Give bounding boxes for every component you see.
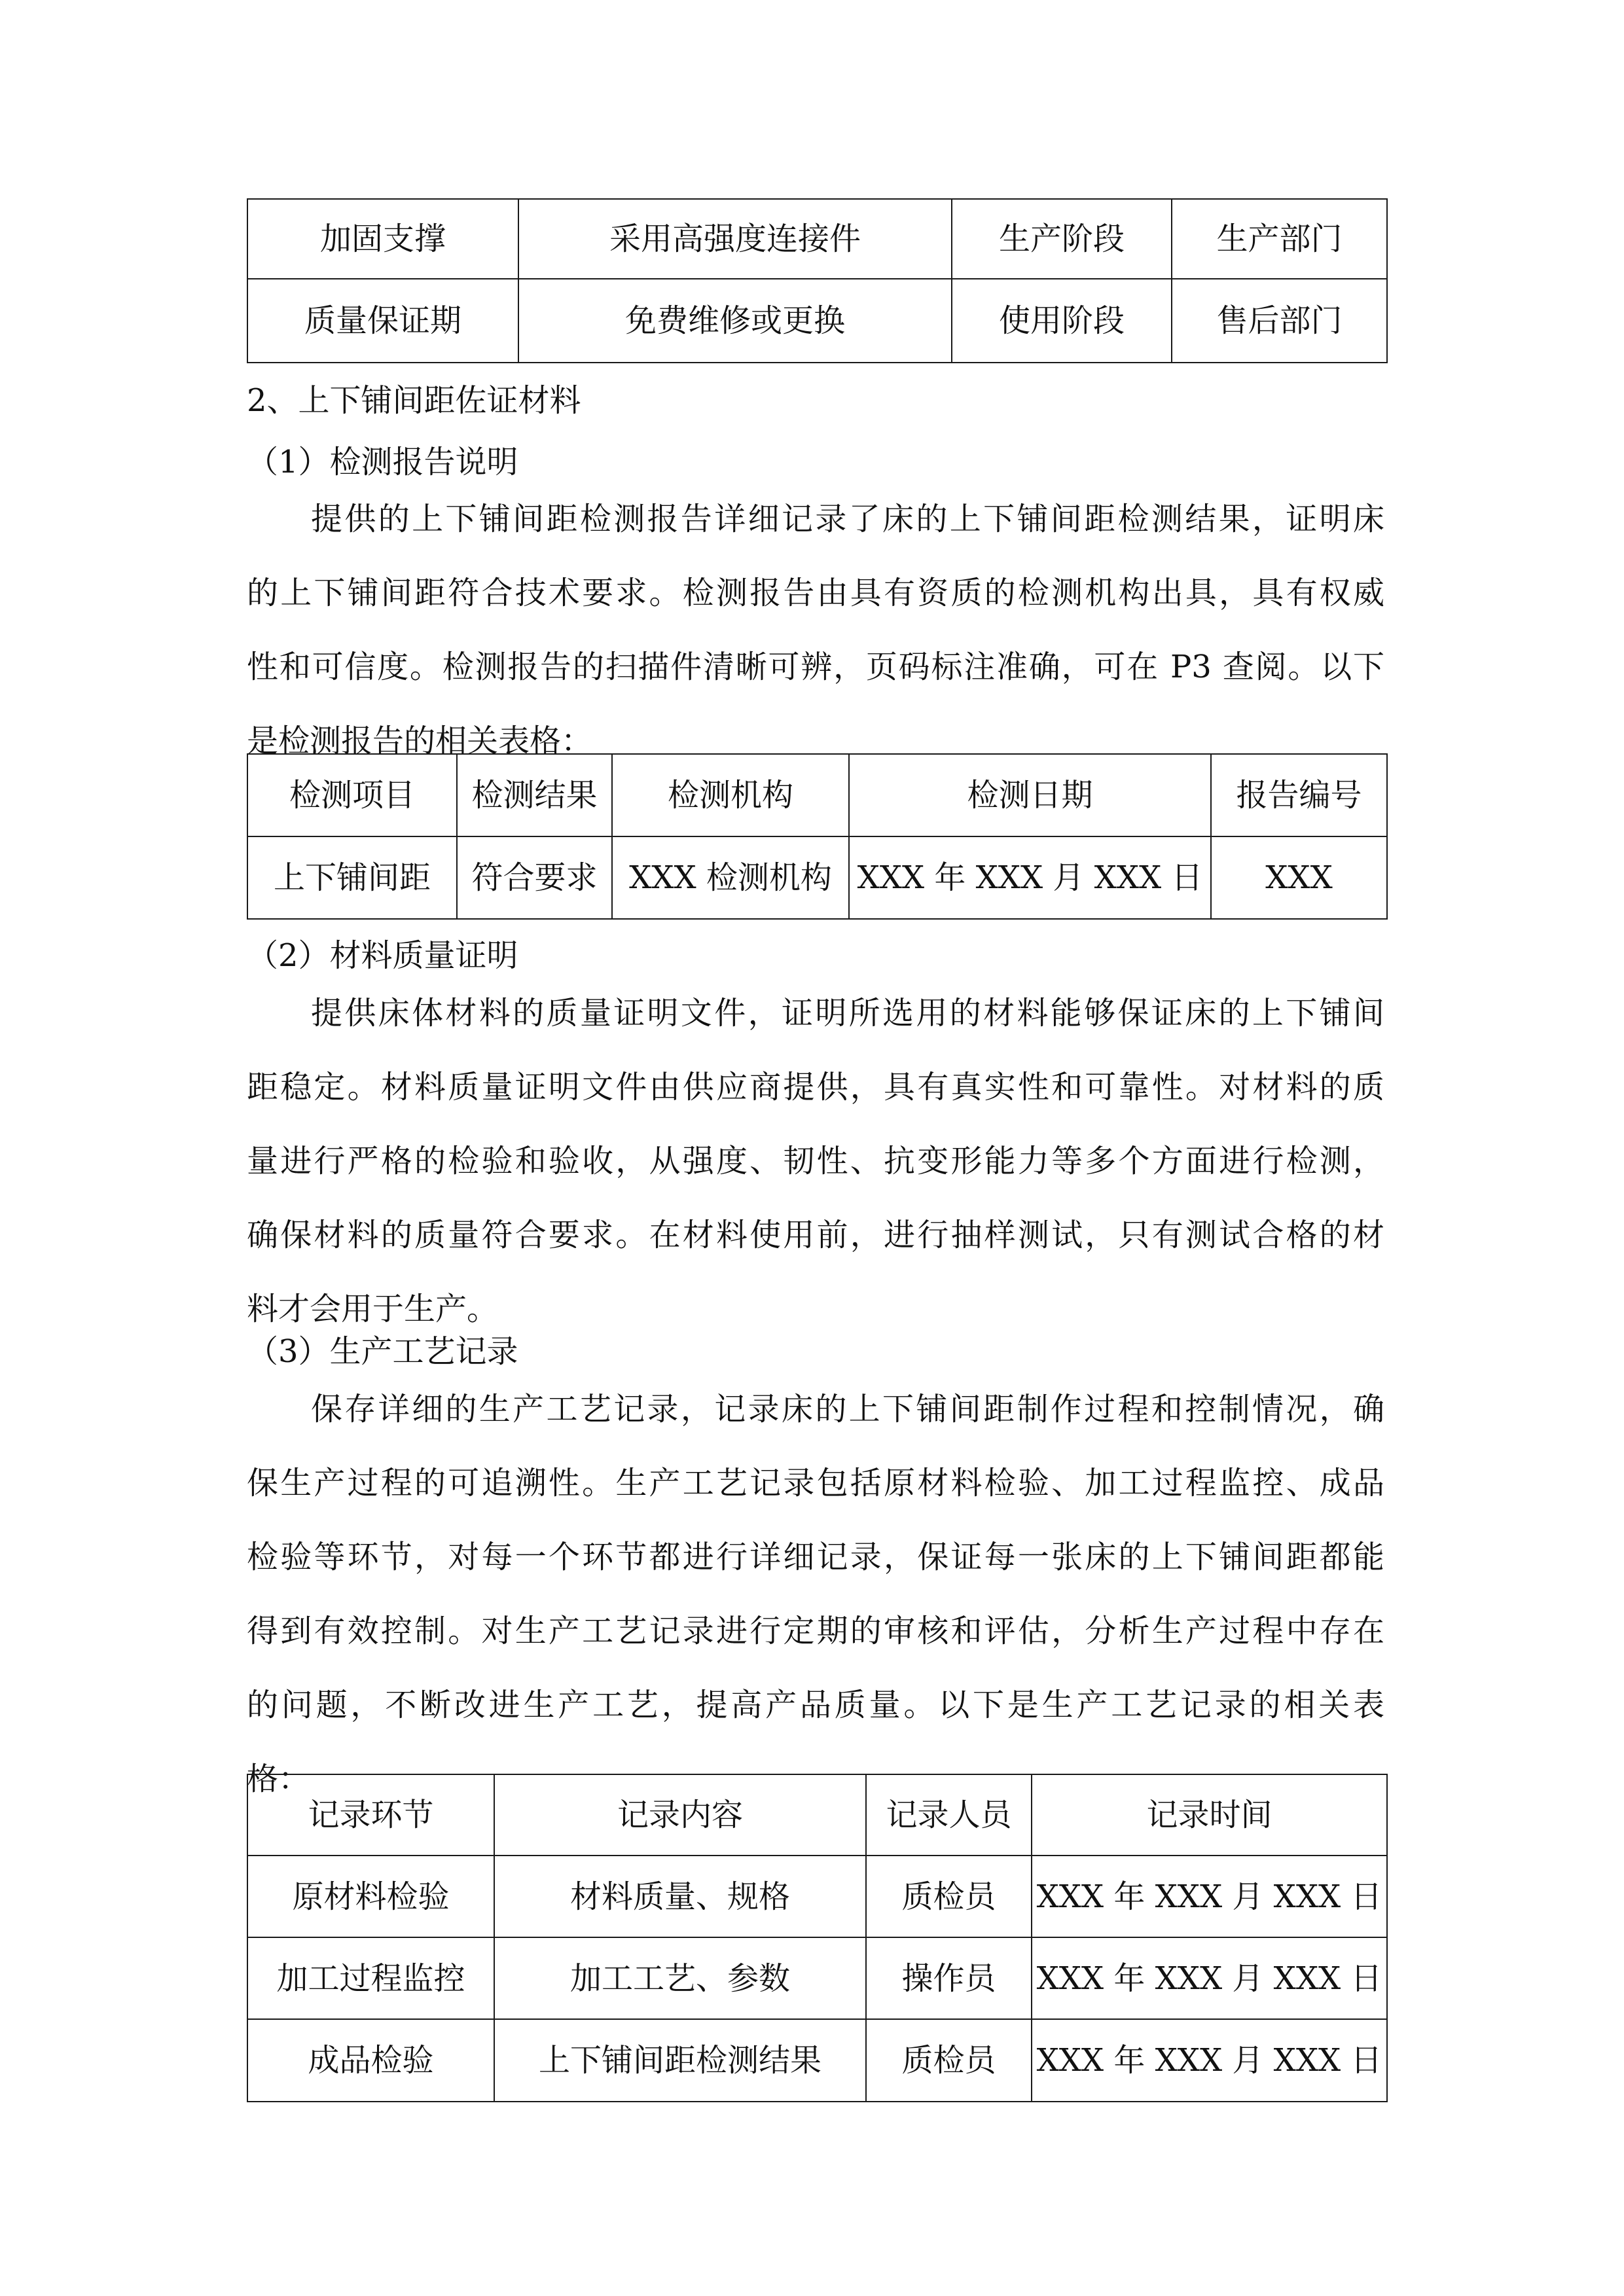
- paragraph-line: 保生产过程的可追溯性。生产工艺记录包括原材料检验、加工过程监控、成品: [247, 1465, 1384, 1501]
- table-header-cell: 检测日期: [849, 754, 1211, 836]
- table-row: [247, 2019, 1387, 2102]
- table-cell: 生产部门: [1172, 199, 1387, 279]
- table-cell: XXX 年 XXX 月 XXX 日: [1032, 1937, 1387, 2019]
- measures-table: [247, 198, 1388, 363]
- subsection-heading: （2）材料质量证明: [247, 937, 518, 974]
- paragraph-line: 格：: [247, 1761, 310, 1797]
- table-header-cell: 记录时间: [1032, 1774, 1387, 1856]
- subsection-heading: （3）生产工艺记录: [247, 1333, 518, 1370]
- table-cell: 符合要求: [457, 836, 612, 919]
- table-header-cell: 报告编号: [1211, 754, 1387, 836]
- table-cell: 上下铺间距: [247, 836, 457, 919]
- table-header-row: [247, 1774, 1387, 1856]
- paragraph-line: 是检测报告的相关表格：: [247, 723, 593, 759]
- table-cell: 质量保证期: [247, 279, 518, 363]
- paragraph-line: 确保材料的质量符合要求。在材料使用前，进行抽样测试，只有测试合格的材: [247, 1217, 1384, 1253]
- paragraph-material-quality: [247, 977, 1384, 1346]
- subsection-heading: （1）检测报告说明: [247, 444, 518, 480]
- table-cell: 成品检验: [247, 2019, 494, 2102]
- paragraph-line: 的问题，不断改进生产工艺，提高产品质量。以下是生产工艺记录的相关表: [247, 1687, 1384, 1723]
- table-cell: 操作员: [866, 1937, 1032, 2019]
- table-cell: 质检员: [866, 1856, 1032, 1937]
- table-cell: 材料质量、规格: [494, 1856, 866, 1937]
- table-cell: 生产阶段: [952, 199, 1172, 279]
- paragraph-line: 的上下铺间距符合技术要求。检测报告由具有资质的检测机构出具，具有权威: [247, 575, 1384, 611]
- table-cell: XXX 检测机构: [612, 836, 849, 919]
- table-header-cell: 检测结果: [457, 754, 612, 836]
- table-cell: 免费维修或更换: [518, 279, 952, 363]
- paragraph-line: 距稳定。材料质量证明文件由供应商提供，具有真实性和可靠性。对材料的质: [247, 1069, 1384, 1105]
- table-cell: 采用高强度连接件: [518, 199, 952, 279]
- paragraph-line: 检验等环节，对每一个环节都进行详细记录，保证每一张床的上下铺间距都能: [247, 1539, 1384, 1575]
- table-cell: 原材料检验: [247, 1856, 494, 1937]
- paragraph-line: 得到有效控制。对生产工艺记录进行定期的审核和评估，分析生产过程中存在: [247, 1613, 1384, 1649]
- table-cell: 上下铺间距检测结果: [494, 2019, 866, 2102]
- table-cell: 质检员: [866, 2019, 1032, 2102]
- table-row: [247, 1856, 1387, 1937]
- table-cell: 售后部门: [1172, 279, 1387, 363]
- table-header-cell: 记录环节: [247, 1774, 494, 1856]
- table-row: [247, 199, 1387, 279]
- table-cell: 使用阶段: [952, 279, 1172, 363]
- table-cell: 加固支撑: [247, 199, 518, 279]
- table-cell: XXX 年 XXX 月 XXX 日: [1032, 2019, 1387, 2102]
- section-heading: 2、上下铺间距佐证材料: [247, 382, 581, 419]
- table-header-cell: 检测机构: [612, 754, 849, 836]
- table-cell: 加工过程监控: [247, 1937, 494, 2019]
- paragraph-line: 保存详细的生产工艺记录，记录床的上下铺间距制作过程和控制情况，确: [311, 1391, 1384, 1427]
- table-cell: XXX 年 XXX 月 XXX 日: [849, 836, 1211, 919]
- paragraph-production-record: [247, 1372, 1384, 1816]
- paragraph-line: 料才会用于生产。: [247, 1291, 499, 1327]
- paragraph-line: 提供床体材料的质量证明文件，证明所选用的材料能够保证床的上下铺间: [311, 995, 1384, 1031]
- table-cell: 加工工艺、参数: [494, 1937, 866, 2019]
- table-row: [247, 279, 1387, 363]
- table-header-cell: 记录内容: [494, 1774, 866, 1856]
- table-row: [247, 1937, 1387, 2019]
- table-header-cell: 检测项目: [247, 754, 457, 836]
- paragraph-test-report: [247, 482, 1384, 778]
- test-report-table: [247, 753, 1388, 920]
- table-row: [247, 836, 1387, 919]
- table-header-cell: 记录人员: [866, 1774, 1032, 1856]
- table-cell: XXX: [1211, 836, 1387, 919]
- table-header-row: [247, 754, 1387, 836]
- paragraph-line: 性和可信度。检测报告的扫描件清晰可辨，页码标注准确，可在 P3 查阅。以下: [247, 649, 1384, 685]
- table-cell: XXX 年 XXX 月 XXX 日: [1032, 1856, 1387, 1937]
- paragraph-line: 量进行严格的检验和验收，从强度、韧性、抗变形能力等多个方面进行检测，: [247, 1143, 1384, 1179]
- production-record-table: [247, 1774, 1388, 2102]
- paragraph-line: 提供的上下铺间距检测报告详细记录了床的上下铺间距检测结果，证明床: [311, 501, 1384, 537]
